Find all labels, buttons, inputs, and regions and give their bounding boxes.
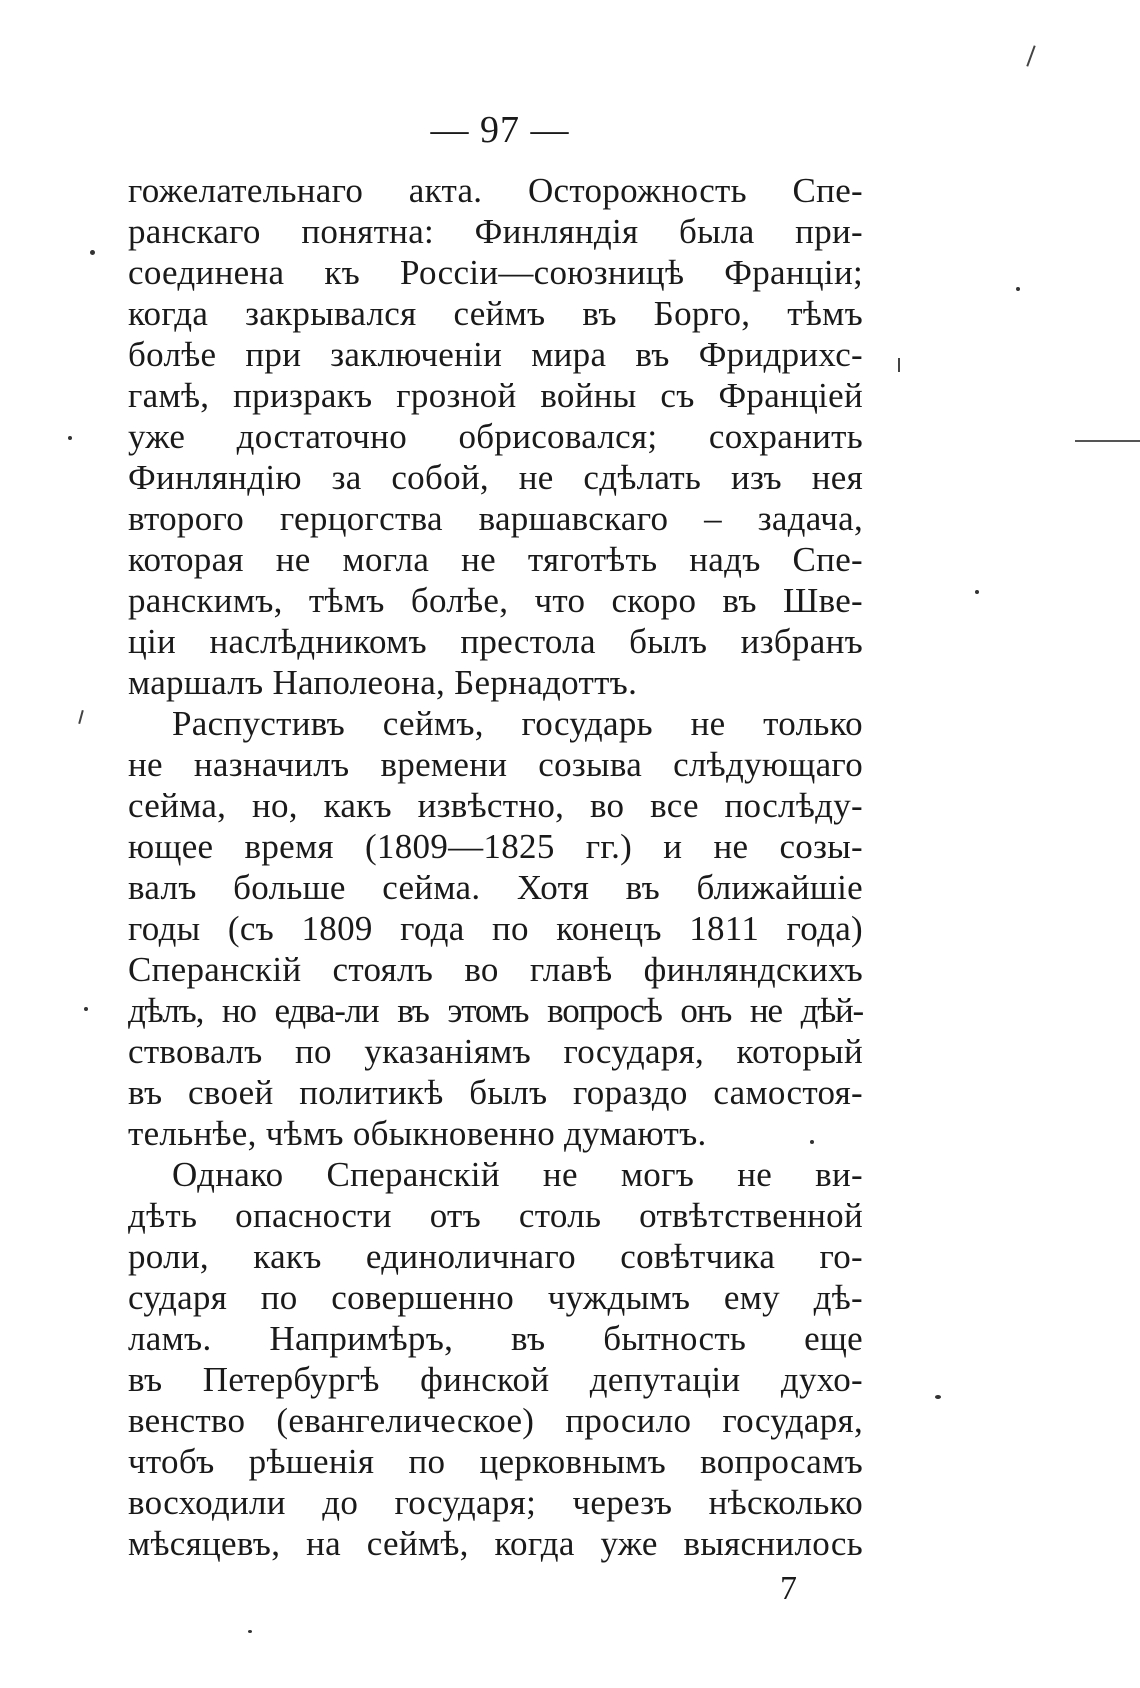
margin-scan-mark	[78, 710, 84, 724]
text-line: ламъ. Напримѣръ, въ бытность еще	[128, 1319, 863, 1358]
text-line: второго герцогства варшавскаго – задача,	[128, 499, 863, 538]
text-line: чтобъ рѣшенія по церковнымъ вопросамъ	[128, 1442, 863, 1481]
scan-speck	[90, 250, 95, 255]
text-line: когда закрывался сеймъ въ Борго, тѣмъ	[128, 294, 863, 333]
text-line: ранскимъ, тѣмъ болѣе, что скоро въ Шве-	[128, 581, 863, 620]
text-line: восходили до государя; черезъ нѣсколько	[128, 1483, 863, 1522]
text-line: Однако Сперанскій не могъ не ви-	[172, 1155, 863, 1194]
text-line: маршалъ Наполеона, Бернадоттъ.	[128, 663, 638, 702]
text-line: мѣсяцевъ, на сеймѣ, когда уже выяснилось	[128, 1524, 863, 1563]
text-line: валъ больше сейма. Хотя въ ближайшіе	[128, 868, 863, 907]
text-line: сейма, но, какъ извѣстно, во все послѣду-	[128, 786, 863, 825]
margin-scan-mark	[1075, 440, 1140, 442]
scan-speck	[1016, 287, 1020, 291]
scan-speck	[84, 1007, 88, 1011]
text-line: ющее время (1809—1825 гг.) и не созы-	[128, 827, 863, 866]
margin-scan-mark	[898, 358, 900, 372]
text-line: сударя по совершенно чуждымъ ему дѣ-	[128, 1278, 863, 1317]
text-line: Финляндію за собой, не сдѣлать изъ нея	[128, 458, 863, 497]
scan-speck	[248, 1630, 252, 1633]
page-number-header: — 97 —	[430, 109, 570, 151]
paragraph-3	[128, 1154, 863, 1564]
text-line: венство (евангелическое) просило государя,	[128, 1401, 863, 1440]
text-line: уже достаточно обрисовался; сохранить	[128, 417, 863, 456]
text-line: соединена къ Россіи—союзницѣ Франціи;	[128, 253, 863, 292]
text-line: роли, какъ единоличнаго совѣтчика го-	[128, 1237, 863, 1276]
text-line: гамѣ, призракъ грозной войны съ Франціей	[128, 376, 863, 415]
text-line: Сперанскій стоялъ во главѣ финляндскихъ	[128, 950, 863, 989]
text-line: Распустивъ сеймъ, государь не только	[172, 704, 863, 743]
signature-mark: 7	[780, 1570, 797, 1607]
text-line: ранскаго понятна: Финляндія была при-	[128, 212, 863, 251]
text-line: которая не могла не тяготѣть надъ Спе-	[128, 540, 863, 579]
scan-speck	[810, 1140, 814, 1144]
text-line: гожелательнаго акта. Осторожность Спе-	[128, 171, 863, 210]
body-text	[128, 170, 863, 1564]
text-line: болѣе при заключеніи мира въ Фридрихс-	[128, 335, 863, 374]
scan-speck	[975, 590, 979, 594]
scan-speck	[935, 1395, 941, 1399]
paragraph-2	[128, 703, 863, 1154]
text-line: ціи наслѣдникомъ престола былъ избранъ	[128, 622, 863, 661]
margin-scan-mark	[1026, 45, 1035, 66]
text-line: ствовалъ по указаніямъ государя, который	[128, 1032, 863, 1071]
text-line: не назначилъ времени созыва слѣдующаго	[128, 745, 863, 784]
text-line: дѣлъ, но едва-ли въ этомъ вопросѣ онъ не дѣй-	[128, 991, 863, 1030]
paragraph-1	[128, 170, 863, 703]
text-line: годы (съ 1809 года по конецъ 1811 года)	[128, 909, 863, 948]
text-line: тельнѣе, чѣмъ обыкновенно думаютъ.	[128, 1114, 707, 1153]
scan-speck	[68, 436, 72, 440]
text-line: дѣть опасности отъ столь отвѣтственной	[128, 1196, 863, 1235]
text-line: въ своей политикѣ былъ гораздо самостоя-	[128, 1073, 863, 1112]
text-line: въ Петербургѣ финской депутаціи духо-	[128, 1360, 863, 1399]
